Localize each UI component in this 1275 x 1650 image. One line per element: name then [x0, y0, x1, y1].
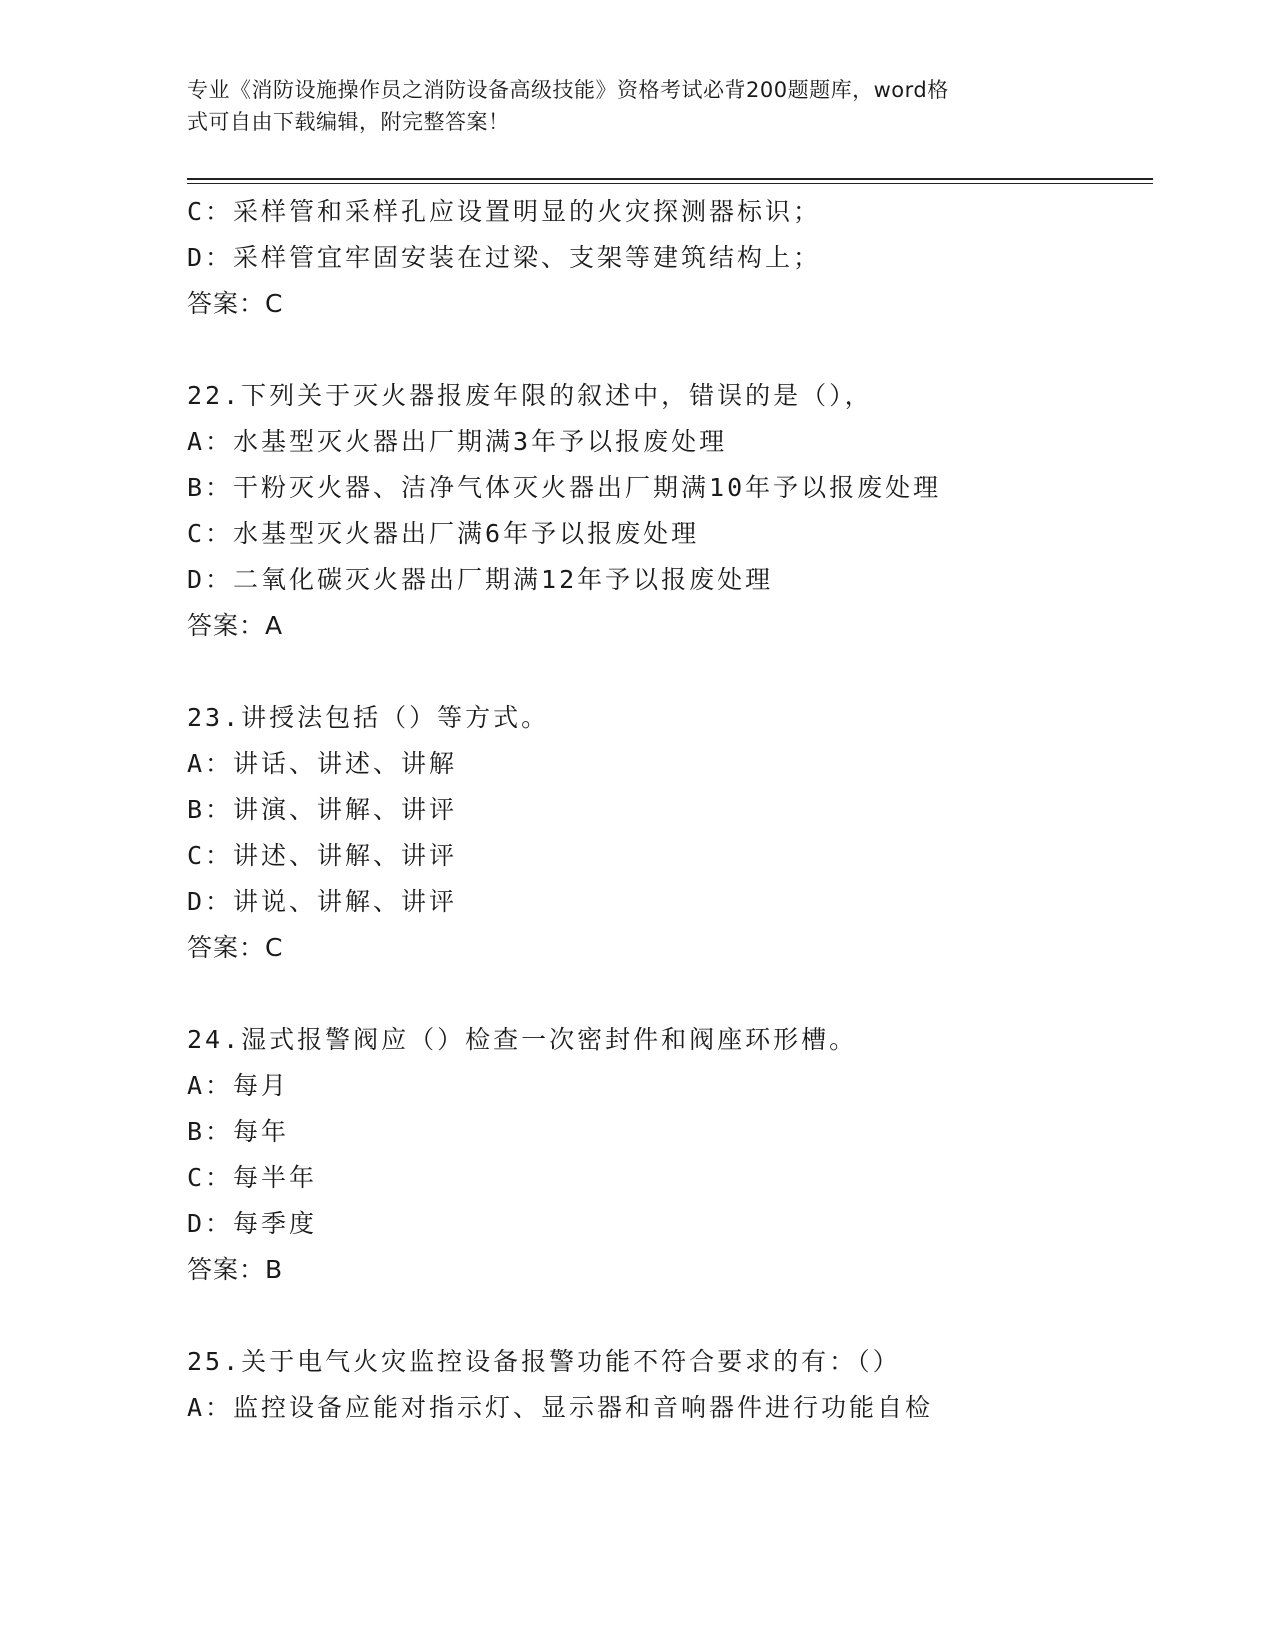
question-21-continued: [187, 189, 1147, 327]
option-b: B：讲演、讲解、讲评: [187, 795, 458, 824]
option-d: D：采样管宜牢固安装在过梁、支架等建筑结构上；: [187, 243, 822, 272]
option-c: C：每半年: [187, 1163, 318, 1192]
option-c: C：采样管和采样孔应设置明显的火灾探测器标识；: [187, 197, 822, 226]
option-d: D：讲说、讲解、讲评: [187, 887, 458, 916]
option-c: C：水基型灭火器出厂满6年予以报废处理: [187, 519, 700, 548]
question-list: [187, 189, 1147, 1431]
header-divider-thick: [187, 178, 1153, 180]
option-d: D：每季度: [187, 1209, 318, 1238]
question-22: [187, 373, 1147, 649]
question-24: [187, 1017, 1147, 1293]
option-a: A：水基型灭火器出厂期满3年予以报废处理: [187, 427, 728, 456]
option-d: D：二氧化碳灭火器出厂期满12年予以报废处理: [187, 565, 774, 594]
question-stem: 23.讲授法包括（）等方式。: [187, 703, 550, 732]
answer-line: 答案：C: [187, 289, 284, 318]
question-23: [187, 695, 1147, 971]
answer-line: 答案：A: [187, 611, 284, 640]
option-a: A：每月: [187, 1071, 290, 1100]
option-c: C：讲述、讲解、讲评: [187, 841, 458, 870]
document-header: [187, 74, 1077, 138]
question-stem: 22.下列关于灭火器报废年限的叙述中，错误的是（），: [187, 381, 873, 410]
option-a: A：监控设备应能对指示灯、显示器和音响器件进行功能自检: [187, 1393, 934, 1422]
spacer: [187, 971, 1147, 1017]
spacer: [187, 327, 1147, 373]
option-b: B：每年: [187, 1117, 290, 1146]
question-stem: 25.关于电气火灾监控设备报警功能不符合要求的有：（）: [187, 1347, 901, 1376]
question-stem: 24.湿式报警阀应（）检查一次密封件和阀座环形槽。: [187, 1025, 858, 1054]
header-title-line-2: 式可自由下载编辑，附完整答案！: [187, 110, 510, 134]
answer-line: 答案：B: [187, 1255, 284, 1284]
option-a: A：讲话、讲述、讲解: [187, 749, 458, 778]
spacer: [187, 1293, 1147, 1339]
header-title-line-1: 专业《消防设施操作员之消防设备高级技能》资格考试必背200题题库，word格: [187, 78, 949, 102]
answer-line: 答案：C: [187, 933, 284, 962]
question-25: [187, 1339, 1147, 1431]
header-divider-thin: [187, 183, 1153, 184]
spacer: [187, 649, 1147, 695]
option-b: B：干粉灭火器、洁净气体灭火器出厂期满10年予以报废处理: [187, 473, 942, 502]
